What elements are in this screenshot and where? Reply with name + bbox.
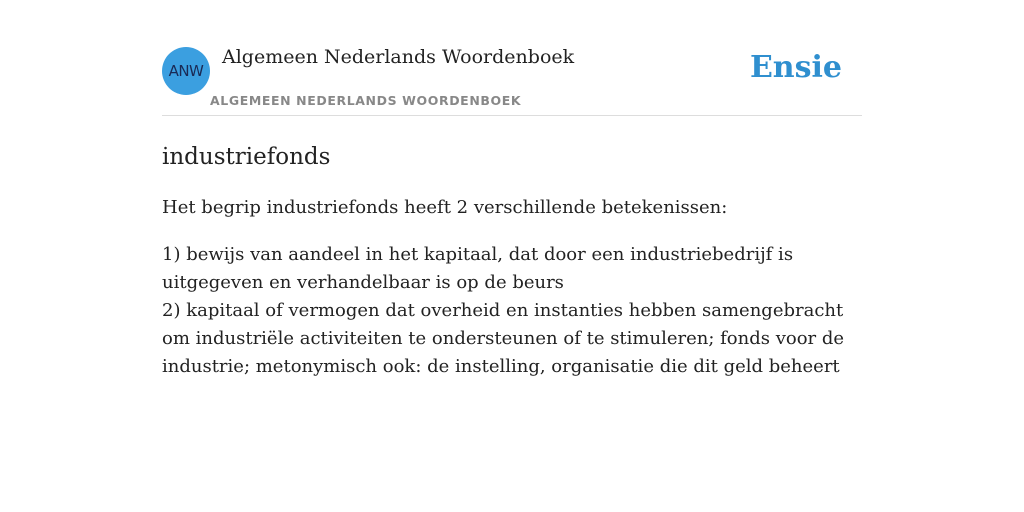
entry-card — [162, 40, 862, 381]
source-header — [162, 40, 862, 116]
ensie-brand-link[interactable]: Ensie — [749, 50, 842, 85]
anw-logo: ANW — [162, 47, 210, 95]
meaning-item: 1) bewijs van aandeel in het kapitaal, dat door een industriebedrijf is uitgegeven en verhandelbaar is op de beurs — [162, 244, 794, 293]
entry-intro: Het begrip industriefonds heeft 2 verschillende betekenissen: — [162, 197, 728, 218]
entry-word: industriefonds — [162, 144, 331, 170]
meanings-list — [162, 241, 862, 381]
meaning-item: 2) kapitaal of vermogen dat overheid en instanties hebben samengebracht om industriële activiteiten te ondersteunen of te stimuleren; fonds voor de industrie; metonymisch ook: de instelling, organisatie die dit geld beheert — [162, 300, 845, 377]
source-subtitle: ALGEMEEN NEDERLANDS WOORDENBOEK — [210, 93, 522, 108]
source-title: Algemeen Nederlands Woordenboek — [222, 46, 575, 68]
